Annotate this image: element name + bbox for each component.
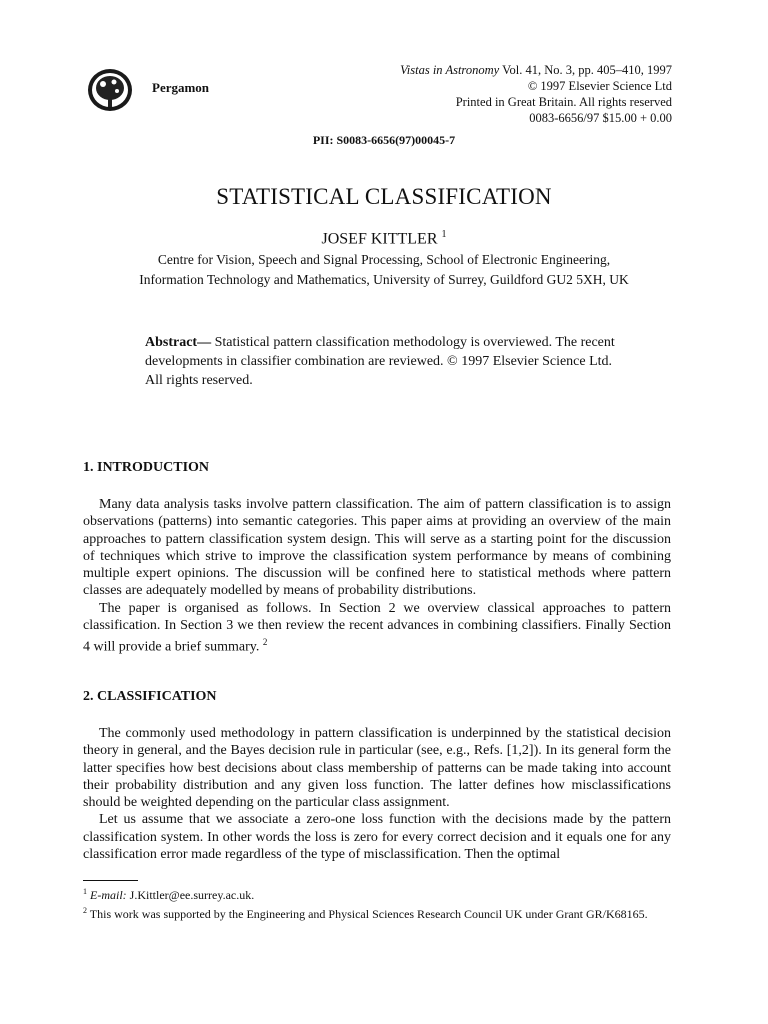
publisher-logo-icon — [86, 67, 134, 113]
section-heading-introduction: 1. INTRODUCTION — [83, 460, 210, 475]
author-footnote-mark: 1 — [441, 229, 447, 240]
footnotes — [83, 884, 671, 922]
journal-volume: Vol. 41, No. 3, pp. 405–410, 1997 — [499, 63, 672, 77]
footnote-2-mark-bottom: 2 — [83, 906, 87, 915]
introduction-paragraph-2 — [83, 600, 671, 657]
classification-body — [83, 725, 671, 863]
paper-title: STATISTICAL CLASSIFICATION — [216, 184, 552, 209]
section-heading-classification: 2. CLASSIFICATION — [83, 689, 217, 704]
abstract-label: Abstract— — [145, 335, 212, 350]
price-line: 0083-6656/97 $15.00 + 0.00 — [529, 111, 672, 125]
footnote-2-mark: 2 — [262, 637, 268, 648]
footnote-1-label: E-mail: — [90, 888, 127, 902]
footnote-rule — [83, 880, 138, 881]
introduction-body — [83, 496, 671, 656]
abstract-text: Statistical pattern classification methodology is overviewed. The recent developments in classifier combination are reviewed. © 1997 Elsevier Science Ltd. All rights reserved. — [145, 335, 615, 388]
publisher-name: Pergamon — [152, 80, 210, 95]
footnote-1-text: J.Kittler@ee.surrey.ac.uk. — [126, 888, 255, 902]
author-name: JOSEF KITTLER — [321, 230, 438, 248]
printed-line: Printed in Great Britain. All rights reserved — [455, 95, 672, 109]
classification-paragraph-2: Let us assume that we associate a zero-one loss function with the decisions made by the pattern classification system. In other words the loss is zero for every correct decision and it equals one for any classification error made regardless of the type of misclassification. Then the optimal — [83, 812, 671, 863]
classification-paragraph-1: The commonly used methodology in pattern classification is underpinned by the statistical decision theory in general, and the Bayes decision rule in particular (see, e.g., Refs. [1,2]). In its general form the latter specifies how best decisions about class membership of patterns can be made taking into account their probability distribution and any given loss function. The latter defines how misclassifications should be weighted depending on the particular class assignment. — [83, 726, 671, 811]
footnote-1-mark: 1 — [83, 887, 87, 896]
pii-identifier: PII: S0083-6656(97)00045-7 — [312, 133, 456, 147]
journal-name: Vistas in Astronomy — [400, 63, 500, 77]
footnote-2 — [83, 903, 671, 922]
abstract — [145, 333, 625, 390]
footnote-2-text: This work was supported by the Engineering and Physical Sciences Research Council UK under Grant GR/K68165. — [89, 907, 648, 921]
introduction-paragraph-1: Many data analysis tasks involve pattern classification. The aim of pattern classification is to assign observations (patterns) into semantic categories. This paper aims at providing an overview of the main approaches to pattern classification system design. This will serve as a starting point for the discussion of techniques which strive to improve the classification system performance by means of combining multiple expert opinions. The discussion will be confined here to statistical methods where pattern classes are adequately modelled by means of probability distributions. — [83, 497, 671, 599]
journal-citation — [400, 62, 672, 78]
introduction-paragraph-2-text: The paper is organised as follows. In Section 2 we overview classical approaches to pattern classification. In Section 3 we then review the recent advances in combining classifiers. Finally Section 4 will provide a brief summary. — [83, 600, 671, 656]
affiliation-line-1: Centre for Vision, Speech and Signal Processing, School of Electronic Engineering, — [157, 252, 611, 267]
journal-info — [400, 62, 672, 126]
copyright-line: © 1997 Elsevier Science Ltd — [527, 79, 672, 93]
affiliation — [0, 250, 768, 290]
author — [0, 229, 768, 248]
footnote-1 — [83, 884, 671, 903]
affiliation-line-2: Information Technology and Mathematics, University of Surrey, Guildford GU2 5XH, UK — [139, 272, 629, 287]
